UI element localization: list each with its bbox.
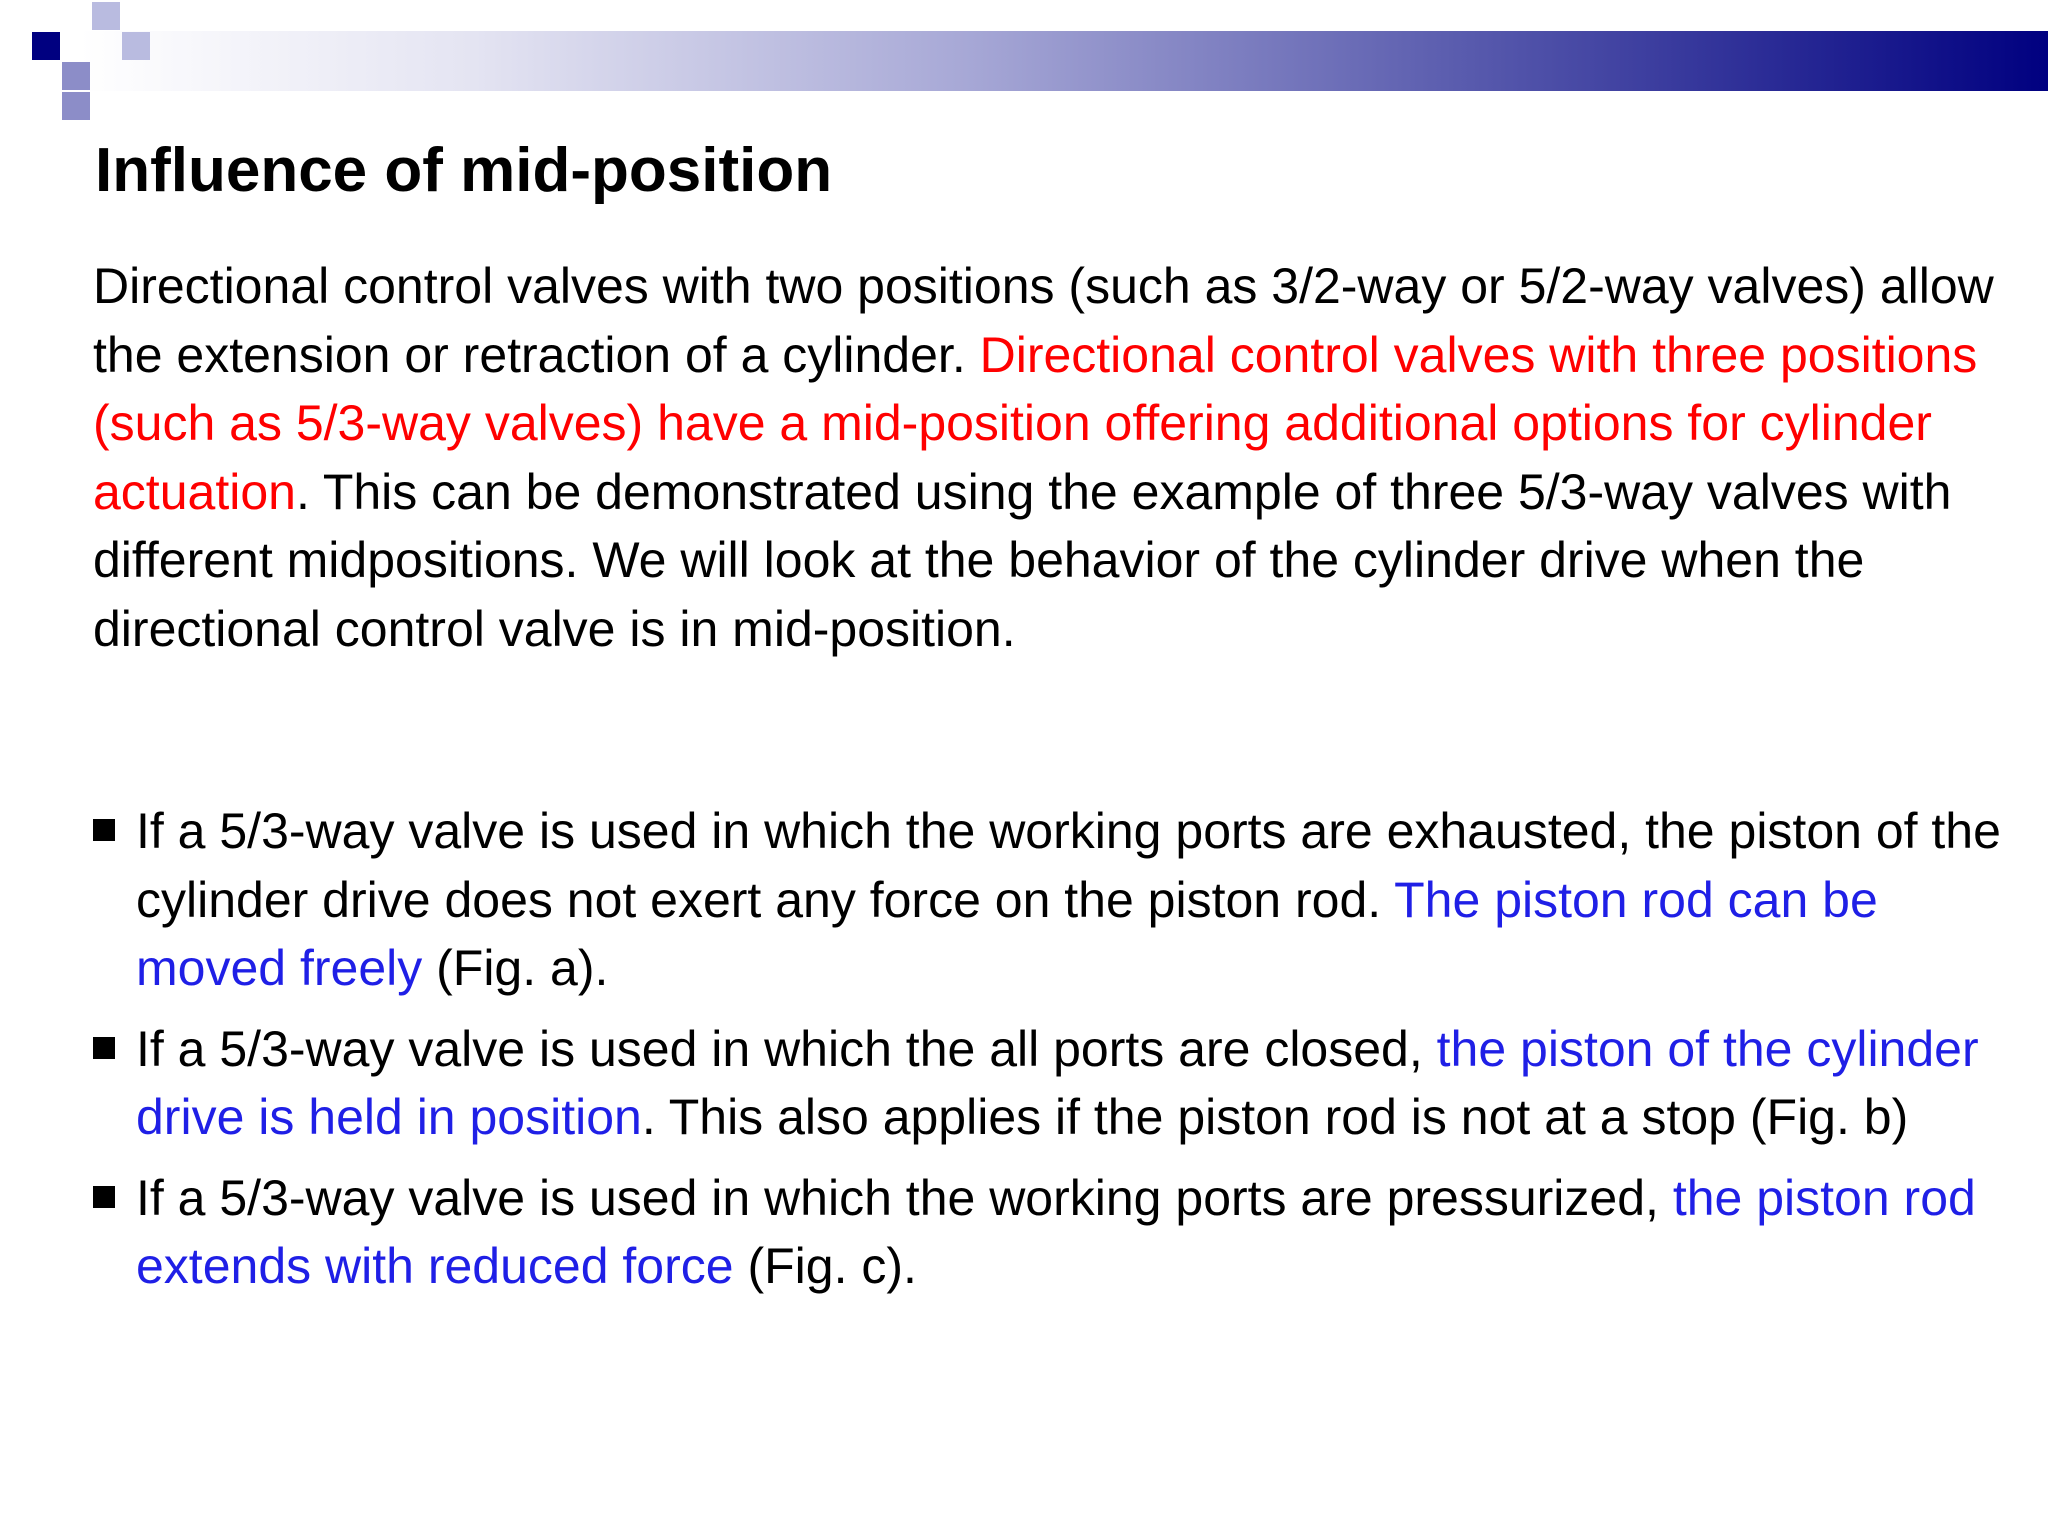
bullet-text: If a 5/3-way valve is used in which the all ports are closed, xyxy=(136,1020,1437,1077)
intro-paragraph xyxy=(93,252,2013,663)
bullet-highlight-blue: The piston rod can be moved freely xyxy=(136,871,1878,996)
bullet-text: (Fig. a). xyxy=(422,940,609,996)
corner-square-light xyxy=(92,2,120,30)
corner-square-mid xyxy=(62,92,90,120)
bullet-text: (Fig. c). xyxy=(733,1238,917,1294)
bullet-highlight-blue: the piston of the cylinder drive is held in position xyxy=(136,1020,1979,1145)
corner-square-mid xyxy=(62,62,90,90)
slide-title: Influence of mid-position xyxy=(95,136,833,205)
bullet-list xyxy=(93,797,2013,1313)
square-bullet-icon xyxy=(93,819,115,841)
intro-text: . This can be demonstrated using the example of three 5/3-way valves with different midpositions. We will look at the behavior of the cylinder drive when the directional control valve is in mid-position. xyxy=(93,463,1952,657)
header-gradient-bar xyxy=(80,31,2048,91)
bullet-item xyxy=(93,797,2013,1003)
intro-text: Directional control valves with two positions (such as 3/2-way or 5/2-way valves) allow the extension or retraction of a cylinder. xyxy=(93,258,1994,383)
corner-square-light xyxy=(122,32,150,60)
bullet-text: If a 5/3-way valve is used in which the working ports are pressurized, xyxy=(136,1169,1673,1226)
intro-highlight-red: Directional control valves with three positions (such as 5/3-way valves) have a mid-position offering additional options for cylinder actuation xyxy=(93,326,1978,520)
square-bullet-icon xyxy=(93,1037,115,1059)
square-bullet-icon xyxy=(93,1186,115,1208)
bullet-highlight-blue: the piston rod extends with reduced force xyxy=(136,1169,1976,1294)
bullet-text: . This also applies if the piston rod is not at a stop (Fig. b) xyxy=(641,1089,1909,1145)
bullet-text: If a 5/3-way valve is used in which the working ports are exhausted, the piston of the cylinder drive does not exert any force on the piston rod. xyxy=(136,803,2001,928)
corner-square-dark xyxy=(32,32,60,60)
bullet-item xyxy=(93,1164,2013,1301)
bullet-item xyxy=(93,1015,2013,1152)
